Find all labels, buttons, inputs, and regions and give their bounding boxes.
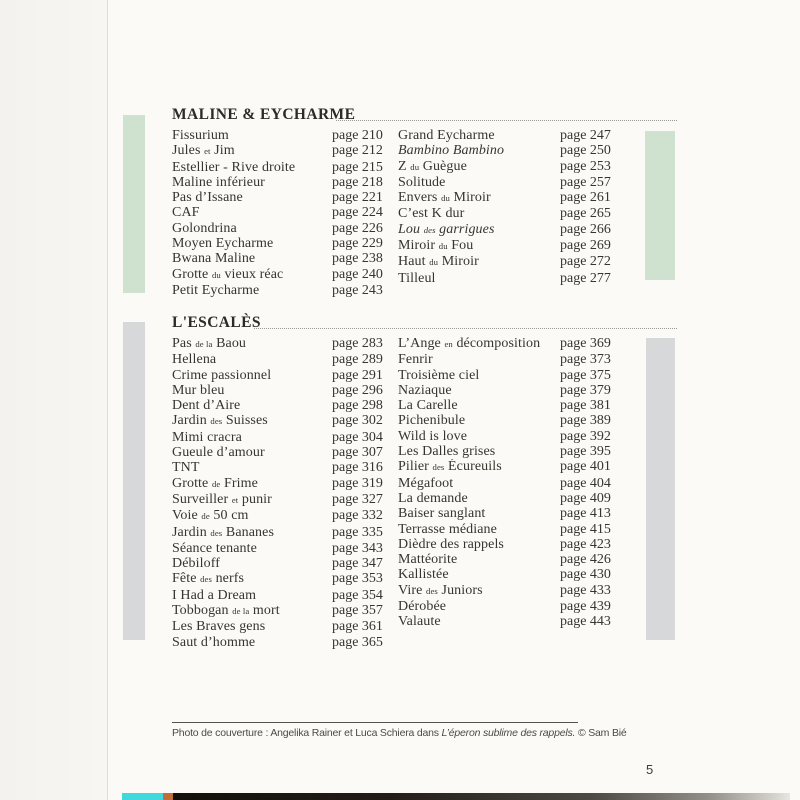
toc-entry	[172, 267, 388, 283]
route-page-ref: page 357	[332, 603, 383, 619]
toc-entry	[172, 413, 388, 429]
route-page-ref: page 265	[560, 206, 611, 222]
toc-entry	[172, 619, 388, 634]
toc-entry	[172, 571, 388, 587]
toc-entry	[172, 398, 388, 413]
route-name: Naziaque	[398, 382, 452, 398]
route-name: Pichenibule	[398, 413, 466, 429]
toc-entry	[398, 583, 616, 599]
route-name: Mattéorite	[398, 552, 458, 568]
toc-entry	[172, 445, 388, 460]
toc-entry	[172, 603, 388, 619]
next-page-photo-strip-cyan	[122, 793, 163, 800]
route-name: Pas d’Issane	[172, 190, 243, 206]
toc-entry	[398, 175, 616, 190]
route-name: Pas de la Baou	[172, 336, 247, 351]
route-page-ref: page 212	[332, 143, 383, 159]
route-name: I Had a Dream	[172, 587, 257, 603]
toc-entry	[398, 614, 616, 629]
route-page-ref: page 218	[332, 174, 383, 190]
route-name: Mimi cracra	[172, 429, 242, 445]
toc-entry	[172, 541, 388, 556]
route-page-ref: page 395	[560, 444, 611, 460]
toc-entry	[172, 635, 388, 650]
toc-entry	[398, 506, 616, 521]
page-number: 5	[646, 762, 654, 777]
route-page-ref: page 296	[332, 382, 383, 398]
toc-entry	[172, 143, 388, 159]
toc-column	[398, 128, 616, 286]
toc-entry	[172, 283, 388, 298]
route-page-ref: page 354	[332, 587, 383, 603]
route-name: Débiloff	[172, 556, 220, 572]
route-page-ref: page 327	[332, 491, 383, 507]
credit-work-title: L’éperon sublime des rappels.	[441, 727, 576, 739]
route-page-ref: page 413	[560, 506, 611, 522]
route-name: Mur bleu	[172, 382, 225, 398]
toc-entry	[398, 398, 616, 413]
route-name: Wild is love	[398, 428, 468, 444]
route-page-ref: page 401	[560, 459, 611, 475]
toc-entry	[172, 205, 388, 220]
toc-column	[398, 336, 616, 630]
route-name: Z du Guègue	[398, 158, 467, 174]
route-name: Solitude	[398, 174, 446, 190]
route-page-ref: page 365	[332, 634, 383, 650]
route-name: Dérobée	[398, 599, 447, 615]
route-name: TNT	[172, 460, 200, 476]
route-name: Grotte de Frime	[172, 475, 258, 491]
toc-entry	[398, 143, 616, 158]
route-name: Crime passionnel	[172, 367, 272, 383]
route-page-ref: page 430	[560, 567, 611, 583]
route-name: Fête des nerfs	[172, 571, 245, 587]
route-page-ref: page 404	[560, 475, 611, 491]
route-name: Grand Eycharme	[398, 128, 495, 143]
toc-entry	[172, 508, 388, 524]
route-name: Séance tenante	[172, 540, 257, 556]
toc-entry	[398, 128, 616, 143]
route-name: Surveiller et punir	[172, 491, 272, 507]
route-page-ref: page 307	[332, 445, 383, 461]
next-page-photo-strip-dark	[173, 793, 790, 800]
toc-entry	[398, 271, 616, 286]
route-name: Envers du Miroir	[398, 190, 491, 206]
route-page-ref: page 247	[560, 128, 611, 143]
route-name: La Carelle	[398, 398, 458, 414]
toc-entry	[172, 383, 388, 398]
route-page-ref: page 261	[560, 190, 611, 206]
route-name: Valaute	[398, 614, 441, 630]
toc-entry	[172, 476, 388, 492]
toc-entry	[398, 429, 616, 444]
route-page-ref: page 426	[560, 552, 611, 568]
route-name: Saut d’homme	[172, 634, 256, 650]
route-page-ref: page 229	[332, 236, 383, 252]
route-name: Petit Eycharme	[172, 282, 260, 298]
toc-entry	[398, 190, 616, 206]
route-page-ref: page 238	[332, 251, 383, 267]
toc-entry	[398, 459, 616, 475]
route-page-ref: page 302	[332, 413, 383, 429]
route-name: Baiser sanglant	[398, 506, 486, 522]
route-name: Bwana Maline	[172, 251, 256, 267]
footer-rule	[172, 722, 578, 723]
toc-entry	[398, 368, 616, 383]
route-name: L’Ange en décomposition	[398, 336, 541, 351]
route-page-ref: page 226	[332, 220, 383, 236]
route-name: Jules et Jim	[172, 143, 235, 159]
section1-dotted-rule	[336, 120, 677, 121]
route-page-ref: page 343	[332, 540, 383, 556]
route-name: Mégafoot	[398, 475, 454, 491]
toc-entry	[172, 190, 388, 205]
route-name: Jardin des Suisses	[172, 413, 268, 429]
toc-entry	[398, 491, 616, 506]
route-name: Kallistée	[398, 567, 449, 583]
route-name: Moyen Eycharme	[172, 236, 274, 252]
route-name: Jardin des Bananes	[172, 524, 275, 540]
route-name: Vire des Juniors	[398, 582, 483, 598]
toc-entry	[398, 552, 616, 567]
route-page-ref: page 221	[332, 190, 383, 206]
route-name: Lou des garrigues	[398, 221, 495, 237]
route-name: Les Braves gens	[172, 619, 266, 635]
toc-entry	[398, 522, 616, 537]
route-page-ref: page 257	[560, 174, 611, 190]
toc-entry	[398, 383, 616, 398]
toc-entry	[172, 588, 388, 603]
route-page-ref: page 240	[332, 266, 383, 282]
toc-entry	[398, 159, 616, 175]
route-page-ref: page 316	[332, 460, 383, 476]
toc-entry	[172, 368, 388, 383]
route-name: CAF	[172, 205, 200, 221]
route-page-ref: page 319	[332, 475, 383, 491]
credit-prefix: Photo de couverture : Angelika Rainer et Luca Schiera dans	[172, 727, 442, 739]
route-page-ref: page 389	[560, 413, 611, 429]
route-page-ref: page 215	[332, 159, 383, 175]
toc-entry	[172, 460, 388, 475]
route-page-ref: page 253	[560, 158, 611, 174]
route-page-ref: page 298	[332, 398, 383, 414]
toc-entry	[172, 251, 388, 266]
route-name: Gueule d’amour	[172, 445, 265, 461]
route-page-ref: page 347	[332, 556, 383, 572]
route-name: Les Dalles grises	[398, 444, 496, 460]
toc-entry	[172, 236, 388, 251]
route-name: Miroir du Fou	[398, 238, 474, 254]
section-title-maline-eycharme: MALINE & EYCHARME	[172, 106, 356, 123]
route-name: Terrasse médiane	[398, 521, 497, 537]
route-page-ref: page 304	[332, 429, 383, 445]
route-page-ref: page 269	[560, 238, 611, 254]
toc-entry	[398, 222, 616, 238]
route-name: Troisième ciel	[398, 367, 480, 383]
route-name: Haut du Miroir	[398, 254, 479, 270]
section1-accent-bar-left	[123, 115, 145, 293]
toc-entry	[172, 336, 388, 352]
toc-entry	[398, 254, 616, 270]
route-name: La demande	[398, 490, 468, 506]
toc-entry	[172, 352, 388, 367]
toc-entry	[172, 160, 388, 175]
section2-accent-bar-right	[646, 338, 675, 640]
route-name: Bambino Bambino	[398, 143, 505, 159]
route-page-ref: page 291	[332, 367, 383, 383]
toc-entry	[172, 175, 388, 190]
route-name: Maline inférieur	[172, 174, 265, 190]
route-name: Pilier des Écureuils	[398, 459, 502, 475]
toc-entry	[398, 238, 616, 254]
toc-entry	[398, 336, 616, 352]
route-name: Dent d’Aire	[172, 398, 241, 414]
route-page-ref: page 439	[560, 599, 611, 615]
route-page-ref: page 250	[560, 143, 611, 159]
toc-entry	[172, 128, 388, 143]
route-name: Fissurium	[172, 128, 229, 143]
cover-photo-credit	[172, 727, 632, 739]
section2-accent-bar-left	[123, 322, 145, 640]
route-name: C’est K dur	[398, 206, 465, 222]
toc-entry	[172, 492, 388, 508]
route-page-ref: page 243	[332, 282, 383, 298]
route-name: Hellena	[172, 352, 217, 368]
toc-entry	[398, 537, 616, 552]
route-page-ref: page 224	[332, 205, 383, 221]
route-name: Grotte du vieux réac	[172, 266, 284, 282]
toc-entry	[398, 567, 616, 582]
route-page-ref: page 332	[332, 508, 383, 524]
route-name: Voie de 50 cm	[172, 508, 249, 524]
credit-suffix: © Sam Bié	[575, 727, 627, 739]
toc-column	[172, 336, 388, 650]
route-page-ref: page 375	[560, 367, 611, 383]
route-page-ref: page 353	[332, 571, 383, 587]
toc-entry	[172, 221, 388, 236]
section-title-escales: L'ESCALÈS	[172, 314, 261, 331]
section1-accent-bar-right	[645, 131, 675, 280]
route-page-ref: page 277	[560, 270, 611, 286]
route-name: Estellier - Rive droite	[172, 159, 296, 175]
route-page-ref: page 266	[560, 221, 611, 237]
toc-column	[172, 128, 388, 298]
next-page-photo-strip-orange	[163, 793, 173, 800]
route-name: Tobbogan de la mort	[172, 603, 280, 619]
section2-dotted-rule	[254, 328, 677, 329]
route-page-ref: page 381	[560, 398, 611, 414]
route-page-ref: page 409	[560, 490, 611, 506]
route-name: Dièdre des rappels	[398, 536, 504, 552]
route-page-ref: page 373	[560, 352, 611, 368]
route-page-ref: page 335	[332, 524, 383, 540]
toc-entry	[398, 599, 616, 614]
route-page-ref: page 369	[560, 336, 611, 351]
route-page-ref: page 289	[332, 352, 383, 368]
route-name: Tilleul	[398, 270, 436, 286]
route-page-ref: page 423	[560, 536, 611, 552]
toc-entry	[398, 476, 616, 491]
toc-entry	[398, 206, 616, 221]
route-page-ref: page 361	[332, 619, 383, 635]
route-page-ref: page 283	[332, 336, 383, 351]
toc-entry	[398, 444, 616, 459]
toc-entry	[398, 413, 616, 428]
route-page-ref: page 443	[560, 614, 611, 630]
toc-entry	[398, 352, 616, 367]
route-page-ref: page 392	[560, 428, 611, 444]
route-page-ref: page 210	[332, 128, 383, 143]
toc-entry	[172, 556, 388, 571]
route-name: Golondrina	[172, 220, 237, 236]
route-page-ref: page 272	[560, 254, 611, 270]
route-page-ref: page 433	[560, 582, 611, 598]
route-name: Fenrir	[398, 352, 433, 368]
toc-entry	[172, 430, 388, 445]
route-page-ref: page 379	[560, 382, 611, 398]
toc-entry	[172, 525, 388, 541]
route-page-ref: page 415	[560, 521, 611, 537]
scanner-left-edge	[0, 0, 108, 800]
